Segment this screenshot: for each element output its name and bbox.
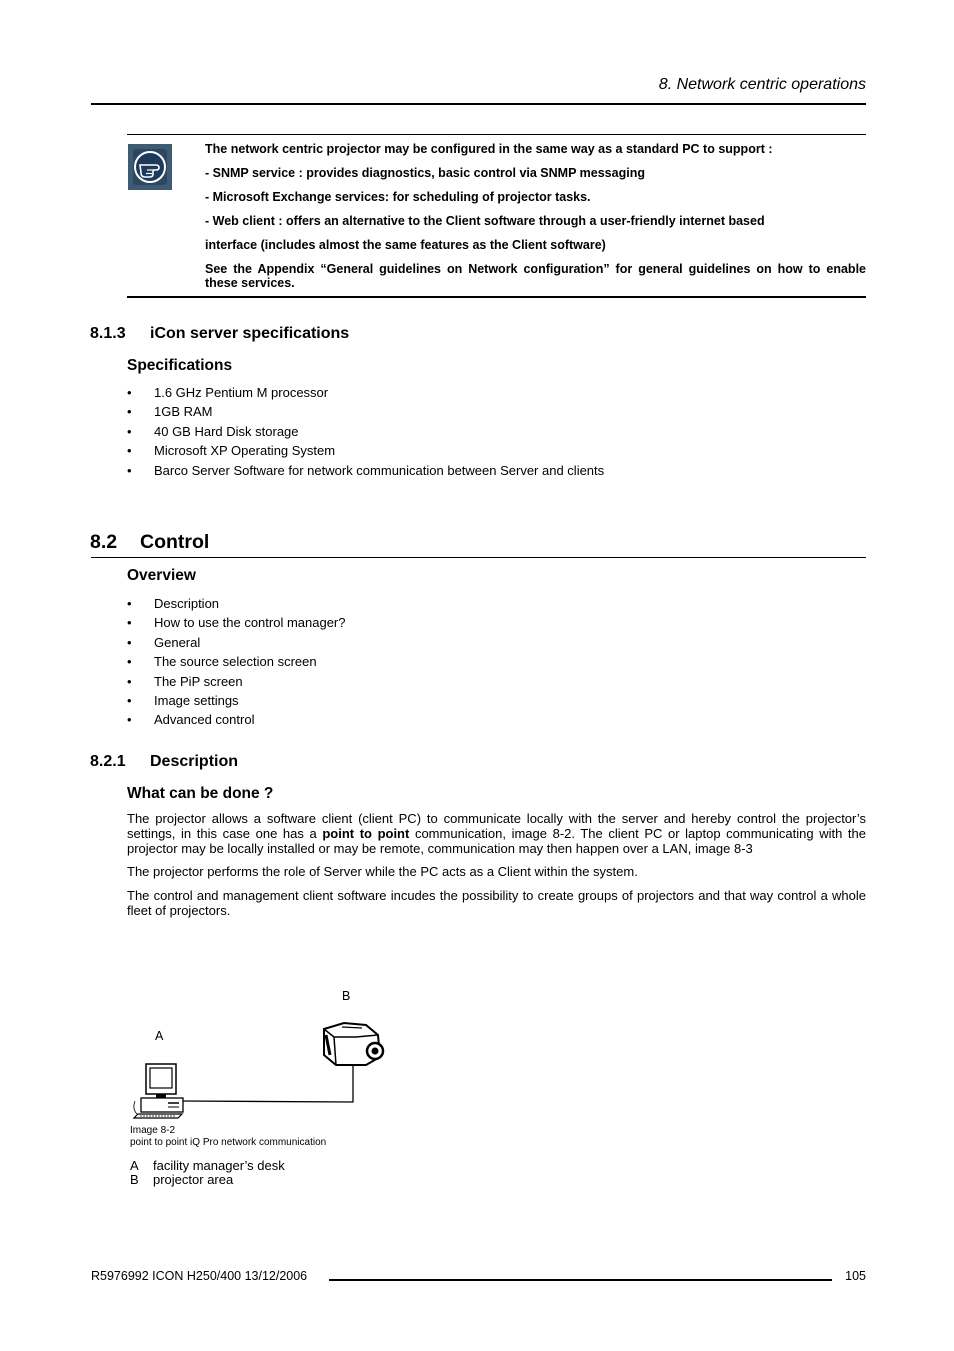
section-rule: [91, 557, 866, 558]
list-item: • Advanced control: [127, 712, 255, 728]
section-heading-8-1-3: 8.1.3 iCon server specifications: [90, 325, 350, 342]
list-item: • 1.6 GHz Pentium M processor: [127, 385, 329, 400]
footer-doc-info: R5976992 ICON H250/400 13/12/2006: [91, 1269, 308, 1283]
note-line: The network centric projector may be configured in the same way as a standard PC to support :: [205, 142, 773, 156]
desktop-computer-icon: [134, 1064, 183, 1118]
subheading-overview: Overview: [127, 567, 196, 584]
subheading-what-can-be-done: What can be done ?: [127, 785, 274, 802]
list-item: • Image settings: [127, 692, 239, 708]
list-item: • General: [127, 634, 201, 650]
footer-rule: [329, 1279, 832, 1281]
paragraph: The projector performs the role of Server while the PC acts as a Client within the system.: [127, 864, 638, 879]
network-diagram: [130, 1015, 400, 1125]
subheading-specifications: Specifications: [127, 357, 233, 374]
note-bottom-rule: [127, 296, 866, 298]
list-item: • Barco Server Software for network communication between Server and clients: [127, 462, 605, 478]
figure-legend: [130, 1159, 285, 1187]
paragraph: The projector allows a software client (client PC) to communicate locally with the server and hereby control the projector’s settings, in this case one has a point to point communication, image 8-2. The client PC or laptop communicating with the projector may be locally installed or may be remote, communication may then happen over a LAN, image 8-3: [127, 811, 866, 856]
overview-list: [127, 596, 346, 732]
header-rule: [91, 103, 866, 105]
figure-caption-text: point to point iQ Pro network communication: [130, 1137, 327, 1148]
figure-label-b: B: [342, 989, 351, 1003]
note-line: See the Appendix “General guidelines on Network configuration” for general guidelines on how to enable these services.: [205, 262, 866, 290]
note-line: - Web client : offers an alternative to the Client software through a user-friendly internet based: [205, 214, 765, 228]
section-heading-8-2-1: 8.2.1 Description: [90, 753, 239, 770]
figure-caption-number: Image 8-2: [130, 1125, 176, 1136]
list-item: • The PiP screen: [127, 673, 243, 689]
projector-icon: [324, 1023, 383, 1065]
legend-item: B projector area: [130, 1172, 234, 1187]
section-heading-8-2: 8.2 Control: [90, 531, 210, 553]
page-number: 105: [845, 1269, 866, 1283]
note-top-rule: [127, 134, 866, 135]
chapter-title: 8. Network centric operations: [658, 76, 866, 93]
paragraph: The control and management client software incudes the possibility to create groups of projectors and that way control a whole fleet of projectors.: [127, 888, 866, 918]
legend-item: A facility manager’s desk: [130, 1158, 285, 1173]
list-item: • 40 GB Hard Disk storage: [127, 423, 299, 439]
list-item: • The source selection screen: [127, 654, 317, 670]
note-line: - Microsoft Exchange services: for scheduling of projector tasks.: [205, 190, 591, 204]
note-line: interface (includes almost the same features as the Client software): [205, 238, 606, 252]
list-item: • Microsoft XP Operating System: [127, 443, 336, 459]
list-item: • Description: [127, 596, 220, 611]
list-item: • 1GB RAM: [127, 404, 213, 420]
note-line: - SNMP service : provides diagnostics, basic control via SNMP messaging: [205, 166, 645, 180]
figure-label-a: A: [155, 1029, 164, 1043]
spec-list: [127, 385, 604, 482]
list-item: • How to use the control manager?: [127, 615, 346, 631]
pointing-hand-icon: [128, 144, 172, 190]
